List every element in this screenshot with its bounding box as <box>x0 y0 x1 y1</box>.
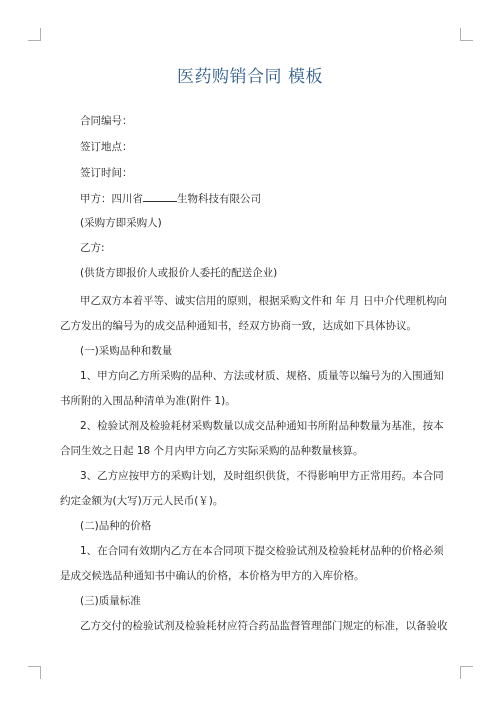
section-1-title: (一)采购品种和数量 <box>80 345 173 357</box>
section-2-title: (二)品种的价格 <box>80 520 152 532</box>
section-1-item-2-line-1: 2、检验试剂及检验耗材采购数量以成交品种通知书所附品种数量为基准，按本 <box>80 420 444 432</box>
section-2-item-1-line-1: 1、在合同有效期内乙方在本合同项下提交检验试剂及检验耗材品种的价格必须 <box>80 545 444 557</box>
section-2-item-1-line-2: 是成交候选品种通知书中确认的价格，本价格为甲方的入库价格。 <box>60 570 365 582</box>
document-title: 医药购销合同 模板 <box>177 67 323 87</box>
party-a-line <box>80 191 470 206</box>
section-1-item-3-line-2: 约定金额为(大写)万元人民币(￥)。 <box>60 495 224 507</box>
section-3-title: (三)质量标准 <box>80 595 141 607</box>
sign-place-label: 签订地点： <box>80 141 133 153</box>
section-3-item-1-line-1: 乙方交付的检验试剂及检验耗材应符合药品监督管理部门规定的标准，以备验收 <box>80 620 448 632</box>
crop-mark-bottom-left <box>28 666 41 679</box>
crop-mark-top-left <box>28 28 41 41</box>
party-a-note: (采购方即采购人) <box>80 217 162 229</box>
intro-line-2: 乙方发出的编号为的成交品种通知书，经双方协商一致，达成如下具体协议。 <box>60 320 417 332</box>
crop-mark-top-right <box>460 28 473 41</box>
party-b-note: (供货方即报价人或报价人委托的配送企业) <box>80 267 278 279</box>
party-a-suffix: 生物科技有限公司 <box>177 193 261 205</box>
section-1-item-1-line-2: 书所附的入围品种清单为准(附件 1)。 <box>60 395 236 407</box>
section-1-item-3-line-1: 3、乙方应按甲方的采购计划，及时组织供货，不得影响甲方正常用药。本合同 <box>80 470 444 482</box>
party-a-prefix: 甲方：四川省 <box>80 193 143 205</box>
party-b-label: 乙方: <box>80 242 105 254</box>
crop-mark-bottom-right <box>460 666 473 679</box>
section-1-item-2-line-2: 合同生效之日起 18 个月内甲方向乙方实际采购的品种数量核算。 <box>60 445 364 457</box>
section-1-item-1-line-1: 1、甲方向乙方所采购的品种、方法或材质、规格、质量等以编号为的入围通知 <box>80 370 444 382</box>
sign-time-label: 签订时间： <box>80 167 133 179</box>
intro-line-1: 甲乙双方本着平等、诚实信用的原则，根据采购文件和 年 月 日中介代理机构向 <box>80 295 448 307</box>
party-a-blank <box>143 191 177 202</box>
contract-number-label: 合同编号： <box>80 115 133 127</box>
